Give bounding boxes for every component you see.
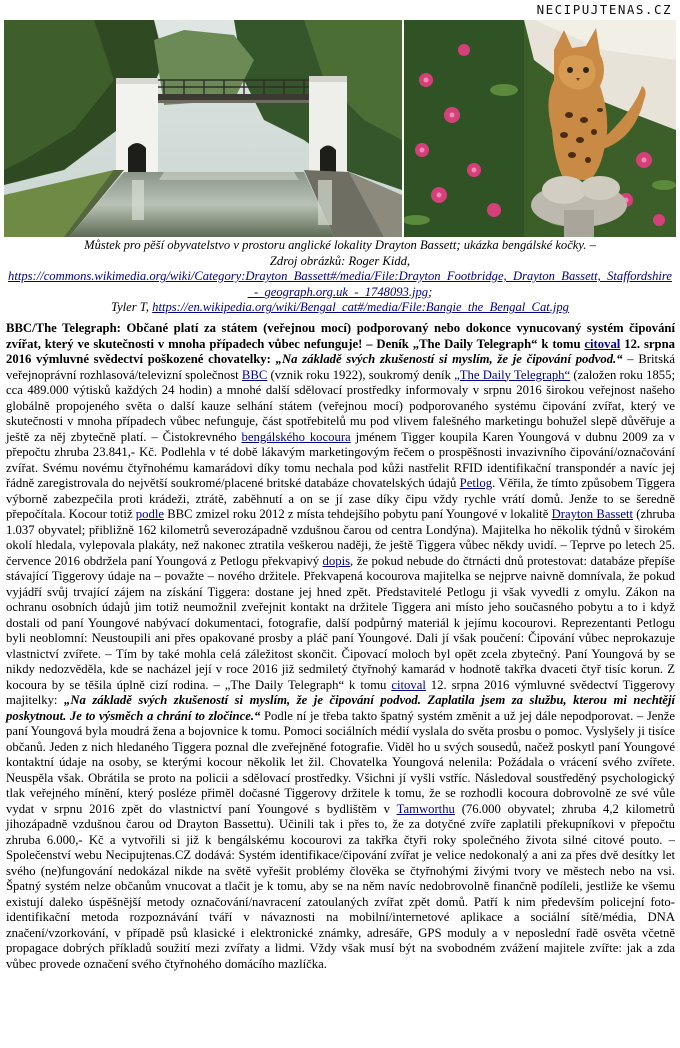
- bengal-cat-photo: [404, 20, 676, 237]
- caption-source-2: [6, 300, 674, 316]
- source-link-1[interactable]: https://commons.wikimedia.org/wiki/Category:Drayton_Bassett#/media/File:Drayton_Footbridge,_Drayton_Bassett,_Staffordshire_-_geograph.org.uk_-_1748093.jpg: [8, 269, 672, 299]
- link-dopis[interactable]: dopis: [322, 553, 351, 568]
- caption-author-2: Tyler T,: [111, 300, 150, 315]
- caption-separator: ;: [428, 284, 433, 299]
- link-bbc[interactable]: BBC: [241, 367, 268, 382]
- link-petlog[interactable]: Petlog: [459, 476, 493, 490]
- link-citoval-1[interactable]: citoval: [584, 336, 621, 351]
- link-citoval-2[interactable]: citoval: [391, 677, 426, 692]
- link-tamworth[interactable]: Tamworthu: [396, 801, 455, 816]
- photo-caption: [6, 238, 674, 316]
- quote-2: „Na základě svých zkušeností si myslím, že je čipování podvod. Zaplatila jsem za službu, kterou mi nechtějí poskytnout. Je to výsměch a chrání to zločince.“: [6, 693, 675, 723]
- link-podle[interactable]: podle: [135, 507, 164, 521]
- canal-footbridge-photo: [4, 20, 402, 237]
- caption-line-2: Zdroj obrázků: Roger Kidd,: [269, 253, 411, 268]
- caption-line-1: Můstek pro pěší obyvatelstvo v prostoru anglické lokality Drayton Bassett; ukázka bengálské kočky. –: [84, 238, 596, 252]
- source-link-2[interactable]: https://en.wikipedia.org/wiki/Bengal_cat#/media/File:Bangie_the_Bengal_Cat.jpg: [152, 300, 569, 315]
- link-daily-telegraph[interactable]: „The Daily Telegraph“: [454, 367, 571, 382]
- caption-source-1: [6, 269, 674, 300]
- article-headline: BBC/The Telegraph: Občané platí za státem (veřejnou mocí) podporovaný nebo dokonce vynucovaný systém čipování zvířat, který ve skutečnosti v mnoha případech vůbec nefunguje! – Deník „The Daily Telegraph“ k tomu citoval 12. srpna 2016 výmluvné svědectví poškozené chovatelky: „Na základě svých zkušeností si myslím, že je čipování podvod.“: [6, 321, 675, 366]
- site-name: NECIPUJTENAS.CZ: [536, 2, 672, 17]
- quote-1: „Na základě svých zkušeností si myslím, že je čipování podvod.“: [275, 352, 623, 366]
- link-bengal-cat[interactable]: bengálského kocoura: [241, 429, 351, 444]
- photo-strip: [4, 20, 676, 237]
- link-drayton-bassett[interactable]: Drayton Bassett: [551, 507, 634, 521]
- article-body: BBC/The Telegraph: Občané platí za státem (veřejnou mocí) podporovaný nebo dokonce vynucovaný systém čipování zvířat, který ve skutečnosti v mnoha případech vůbec nefunguje! – Deník „The Daily Telegraph“ k tomu citoval 12. srpna 2016 výmluvné svědectví poškozené chovatelky: „Na základě svých zkušeností si myslím, že je čipování podvod.“ – Britská veřejnoprávní rozhlasová/televizní společnost BBC (vznik roku 1922), soukromý deník „The Daily Telegraph“ (založen roku 1855; cca 489.000 výtisků každých 24 hodin) a mnohé další sdělovací prostředky informovaly v srpnu 2016 širokou veřejnost našeho globálně propojeného světa o další kauze selhání státem (veřejnou mocí) podporovaného systému čipování zvířat, který ve skutečnosti v mnoha případech vůbec nefunguje, část spotřebitelů mu pod vlivem falešného marketingu bohužel slepě důvěřuje a ještě za něj zbytečně platí. – Čistokrevného bengálského kocoura jménem Tigger koupila Karen Youngová v dubnu 2009 za v přepočtu zhruba 23.841,- Kč. Podlehla v té době lákavým marketingovým řečem o prospěšnosti invazivního čipování/označování zvířat. Svému novému čtyřnohému kamarádovi díky tomu nechala pod kůži nastřelit RFID identifikační transpondér a navíc jej řádně zaregistrovala do největší soukromé/placené britské databáze chovatelských údajů Petlog. Věřila, že tímto způsobem Tiggera výborně zabezpečila proti krádeži, ztrátě, zaběhnutí a on se jí zase díky čipu vždy rychle vrátí domů. Jenže to se šeredně přepočítala. Kocour totiž podle BBC zmizel roku 2012 z místa tehdejšího pobytu paní Youngové v lokalitě Drayton Bassett (zhruba 1.037 obyvatel; přibližně 162 kilometrů severozápadně vzdušnou čarou od centra Londýna). Majitelka ho několik týdnů v širokém okolí hledala, vylepovala plakáty, než nakonec ztratila veškerou naději, že ještě Tiggera vůbec někdy uvidí. – Teprve po letech 25. července 2016 obdržela paní Youngová z Petlogu překvapivý dopis, že pokud nebude do čtrnácti dnů protestovat: databáze přepíše stávající Tiggerovy údaje na – považte – nového držitele. Překvapená kocourova majitelka se nejprve naivně domnívala, že pokud vyjádří svůj trvající zájem na získání Tiggera: dostane jej hned zpět. Představitelé Petlogu ji však vyvedli z omylu. Zákon na ochranu osobních údajů jim totiž neumožnil zveřejnit kontakt na držitele Tiggera ani místo jeho současného pobytu a to i když dostali od paní Youngové nabývací dokumentaci, fotografie, další podpůrný materiál k jejímu kocourovi. Reprezentanti Petlogu byli neoblomní: Neustoupili ani přes opakované prosby a pláč paní Youngové. Dali jí však poučení: Čipování vůbec neprokazuje vlastnictví zvířete. – Tím by také mohla celá záležitost skončit. Čipovací moloch byl opět zcela zbytečný. Paní Youngová by se nikdy nedozvěděla, kde se nacházel její v roce 2016 již sedmiletý čtyřnohý kamarád v hodnotě takřka dvaceti čtyř tisíc korun. Z kocoura by se těšila úplně cizí rodina. – „The Daily Telegraph“ k tomu citoval 12. srpna 2016 výmluvné svědectví Tiggerovy majitelky: „Na základě svých zkušeností si myslím, že je čipování podvod. Zaplatila jsem za službu, kterou mi nechtějí poskytnout. Je to výsměch a chrání to zločince.“ Podle ní je třeba takto špatný systém změnit a už jej dále nepodporovat. – Jenže paní Youngová byla moudrá žena a bojovnice k tomu. Pomoci sociálních médií vyslala do světa prosbu o pomoc. Vyslyšely ji tisíce občanů. Jeden z nich hledaného Tiggera poznal dle zveřejněné fotografie. Viděl ho u svých sousedů, načež poskytl paní Youngové kontaktní údaje na osoby, se kterými kocour několik let žil. Chovatelka Youngová nelenila: Požádala o vrácení svého zvířete. Neuspěla však. Obrátila se proto na policii a sdělovací prostředky. Všichni jí vyšli vstříc. Následoval soustředěný psychologický tlak veřejného mínění, který posléze přiměl dočasné Tiggerovy držitele k tomu, že se rozhodli kocoura dobrovolně ze své vůle vydat v srpnu 2016 zpět do vlastnictví paní Youngové s bydlištěm v Tamworthu (76.000 obyvatel; zhruba 4,2 kilometrů jihozápadně vzdušnou čarou od Drayton Bassettu). Učinili tak i přes to, že za dotyčné zvíře zaplatili překupníkovi v přepočtu zhruba 6.000,- Kč a vytvořili si již k bengálskému kocourovi za takřka čtyři roky společného života silné citové pouto. – Společenství webu Necipujtenas.CZ dodává: Systém identifikace/čipování zvířat je velice nedokonalý a ani za přes dvě desítky let svého (ne)fungování nedokázal nikde na světě vyřešit problémy člověka se čtyřnohými živými tvory ve městech nebo na vsi. Špatný systém nelze občanům vnucovat a tlačit je k tomu, aby se na něm navíc nedobrovolně finančně podíleli, jestliže ke všemu existují daleko úspěšnější metody označování/navracení zatoulaných zvířat zpět domů. Patří k nim především policejní foto-identifikační metoda rozpoznávání tváří v návaznosti na mobilní/internetové aplikace a sociální sítě/média, DNA značení/vzorkování, v případě psů klasické i elektronické známky, adresáře, GPS moduly a v neposlední řadě osvěta včetně propagace dobrých příkladů soužití mezi zvířaty a lidmi. Vždy však musí být na svobodném zvážení majitele zvířte: jak a zda vůbec provede označení svého čtyřnohého domácího mazlíčka.: [6, 321, 676, 971]
